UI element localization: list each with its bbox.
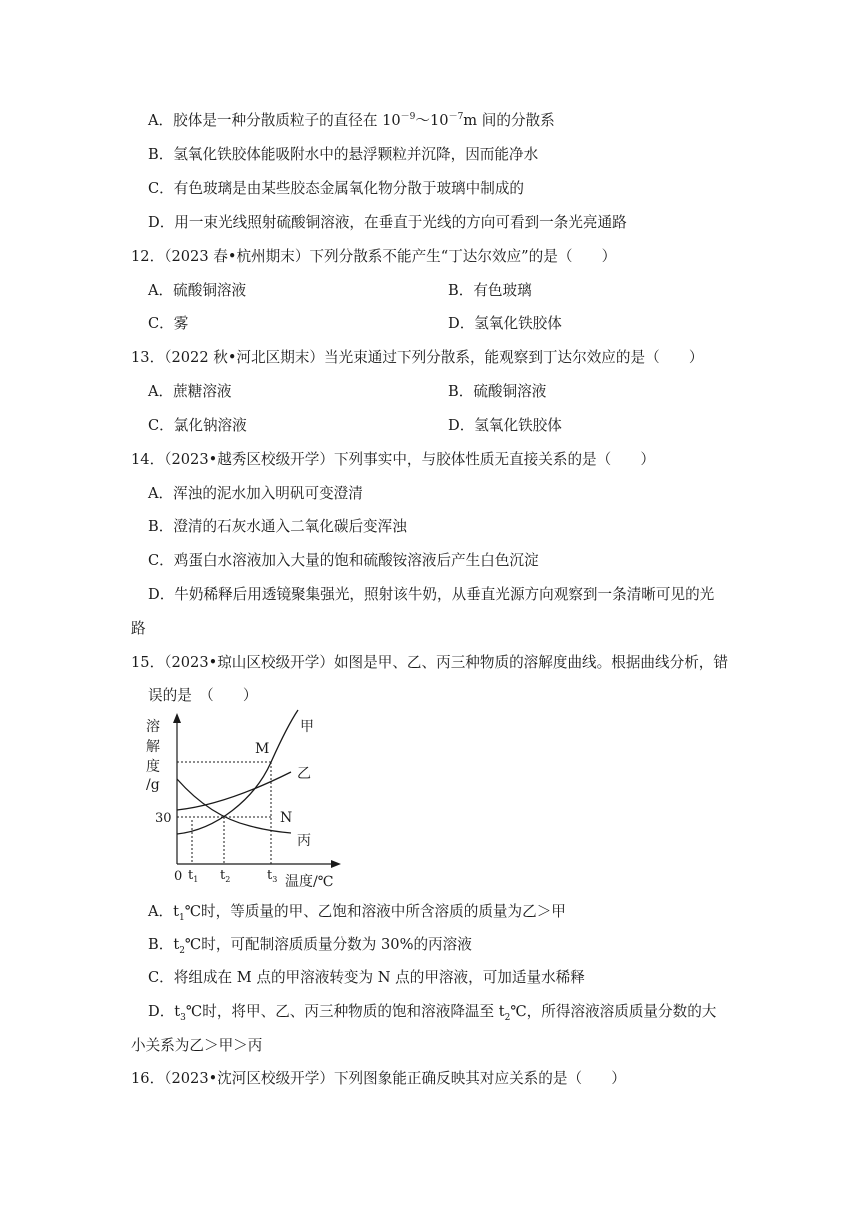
y-label-char-4: /g: [146, 777, 160, 793]
q14-option-d: D．牛奶稀释后用透镜聚集强光，照射该牛奶，从垂直光源方向观察到一条清晰可见的光: [148, 586, 715, 603]
q15-option-a: A．$t_1℃$时，等质量的甲、乙饱和溶液中所含溶质的质量为乙＞甲: [148, 903, 566, 923]
q12-option-d: D．氢氧化铁胶体: [448, 315, 562, 332]
x-axis-arrow: [331, 860, 341, 868]
origin-label: 0: [174, 869, 183, 884]
x-tick-t1: $t_1$: [188, 868, 199, 884]
label-bing: 丙: [297, 833, 311, 849]
q13-option-d: D．氢氧化铁胶体: [448, 417, 562, 434]
q11-option-c: C．有色玻璃是由某些胶态金属氧化物分散于玻璃中制成的: [148, 180, 525, 197]
y-label-char-2: 解: [146, 739, 160, 755]
q11-option-b: B．氢氧化铁胶体能吸附水中的悬浮颗粒并沉降，因而能净水: [148, 146, 539, 163]
q13-option-c: C．氯化钠溶液: [148, 417, 247, 434]
q15-stem-cont: 误的是 （ ）: [148, 687, 258, 704]
y-tick-30: 30: [155, 811, 172, 826]
q13-stem: 13．（2022 秋•河北区期末）当光束通过下列分散系，能观察到丁达尔效应的是（ ）: [131, 349, 704, 366]
q14-option-c: C．鸡蛋白水溶液加入大量的饱和硫酸铵溶液后产生白色沉淀: [148, 552, 539, 569]
y-axis-arrow: [173, 713, 181, 723]
q14-option-d-cont: 路: [131, 620, 146, 637]
q15-option-d-cont: 小关系为乙＞甲＞丙: [131, 1037, 263, 1054]
q14-option-b: B．澄清的石灰水通入二氧化碳后变浑浊: [148, 518, 407, 535]
q11-option-d: D．用一束光线照射硫酸铜溶液，在垂直于光线的方向可看到一条光亮通路: [148, 214, 627, 231]
q12-stem: 12．（2023 春•杭州期末）下列分散系不能产生“丁达尔效应”的是（ ）: [131, 248, 617, 265]
x-tick-t3: $t_3$: [267, 868, 278, 884]
q15-stem: 15．（2023•琼山区校级开学）如图是甲、乙、丙三种物质的溶解度曲线。根据曲线分析，错: [131, 654, 728, 671]
q12-option-b: B．有色玻璃: [448, 282, 532, 299]
q16-stem: 16．（2023•沈河区校级开学）下列图象能正确反映其对应关系的是（ ）: [131, 1070, 626, 1087]
label-yi: 乙: [297, 766, 311, 782]
y-label-char-1: 溶: [146, 719, 160, 735]
solubility-graph: [140, 708, 360, 888]
curve-yi: [177, 772, 291, 810]
q14-stem: 14．（2023•越秀区校级开学）下列事实中，与胶体性质无直接关系的是（ ）: [131, 451, 656, 468]
label-jia: 甲: [300, 719, 314, 735]
curve-bing: [177, 779, 291, 833]
label-n: N: [280, 810, 293, 826]
q15-option-b: B．$t_2℃$时，可配制溶质质量分数为 30%的丙溶液: [148, 936, 472, 956]
x-tick-t2: $t_2$: [220, 868, 231, 884]
q12-option-a: A．硫酸铜溶液: [148, 282, 247, 299]
y-label-char-3: 度: [146, 759, 160, 775]
q15-option-d: D．$t_3℃$时，将甲、乙、丙三种物质的饱和溶液降温至 $t_2℃$，所得溶液溶质质量分数的大: [148, 1003, 717, 1023]
q13-option-b: B．硫酸铜溶液: [448, 383, 547, 400]
x-axis-label: 温度/℃: [285, 874, 334, 888]
q15-option-c: C．将组成在 M 点的甲溶液转变为 N 点的甲溶液，可加适量水稀释: [148, 969, 585, 986]
q11-option-a: A．胶体是一种分散质粒子的直径在 $10^{-9}\sim 10^{-7}m$ 间的分散系: [148, 112, 555, 129]
q14-option-a: A．浑浊的泥水加入明矾可变澄清: [148, 485, 363, 502]
q13-option-a: A．蔗糖溶液: [148, 383, 232, 400]
label-m: M: [255, 741, 270, 757]
q12-option-c: C．雾: [148, 315, 189, 332]
